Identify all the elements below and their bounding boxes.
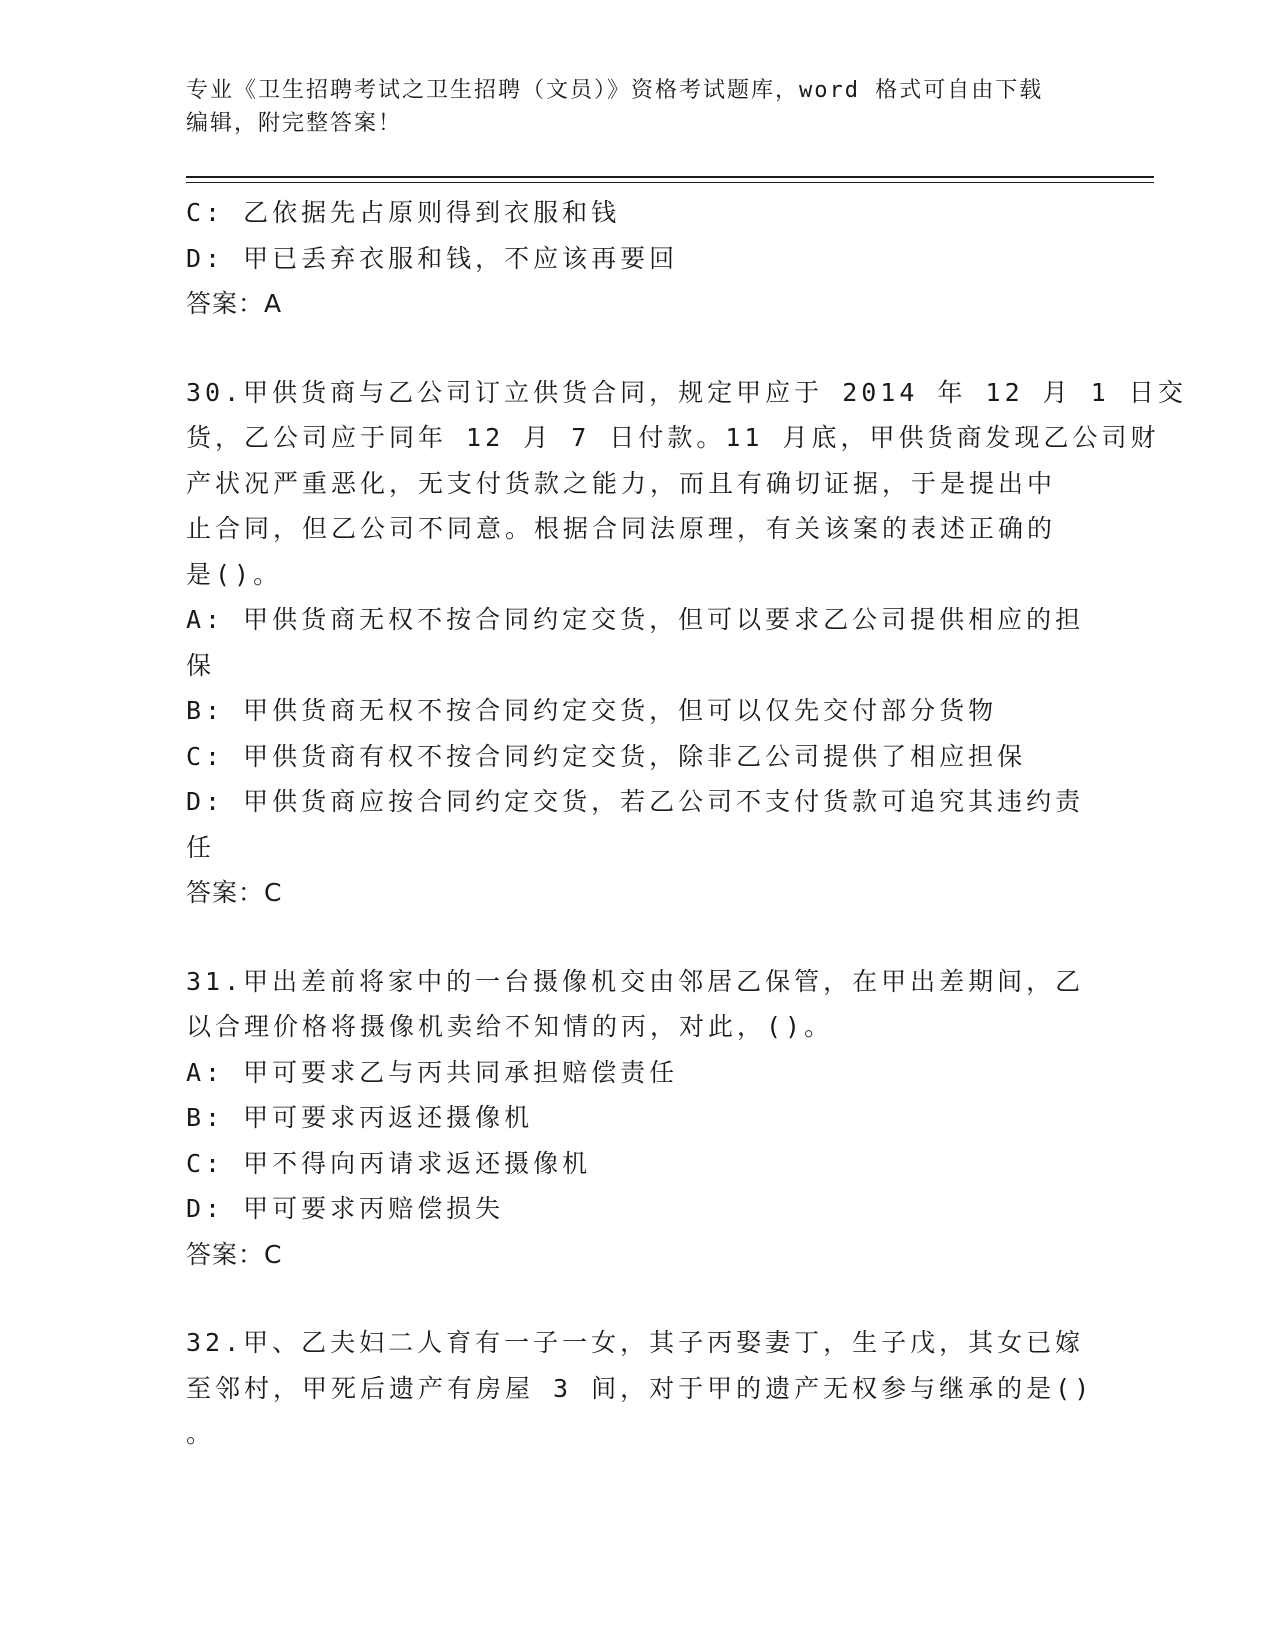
header-divider-thin xyxy=(186,182,1154,183)
question-stem-line: 产状况严重恶化，无支付货款之能力，而且有确切证据，于是提出中 xyxy=(186,468,1057,498)
question-stem-line: 是()。 xyxy=(186,559,283,589)
option-c: C: 甲不得向丙请求返还摄像机 xyxy=(186,1148,592,1178)
question-32-block xyxy=(186,1320,1094,1457)
question-stem-line: 止合同，但乙公司不同意。根据合同法原理，有关该案的表述正确的 xyxy=(186,514,1057,543)
question-stem-line: 。 xyxy=(186,1419,216,1448)
header-divider-thick xyxy=(186,176,1154,178)
option-d-continued: 任 xyxy=(186,832,216,862)
option-b: B: 甲供货商无权不按合同约定交货，但可以仅先交付部分货物 xyxy=(186,696,998,725)
option-c: C: 甲供货商有权不按合同约定交货，除非乙公司提供了相应担保 xyxy=(186,741,1027,771)
header-line-2: 编辑，附完整答案！ xyxy=(186,111,403,136)
document-header xyxy=(186,74,1066,140)
question-stem-line: 货，乙公司应于同年 12 月 7 日付款。11 月底，甲供货商发现乙公司财 xyxy=(186,423,1160,452)
question-31-block xyxy=(186,959,1086,1278)
question-stem-line: 30.甲供货商与乙公司订立供货合同，规定甲应于 2014 年 12 月 1 日交 xyxy=(186,377,1187,407)
question-stem-line: 以合理价格将摄像机卖给不知情的丙，对此，()。 xyxy=(186,1012,834,1041)
question-content xyxy=(186,190,1187,1457)
option-d: D: 甲可要求丙赔偿损失 xyxy=(186,1194,505,1223)
question-stem-line: 32.甲、乙夫妇二人育有一子一女，其子丙娶妻丁，生子戊，其女已嫁 xyxy=(186,1328,1085,1357)
answer-line: 答案：C xyxy=(186,878,283,907)
option-a: A: 甲供货商无权不按合同约定交货，但可以要求乙公司提供相应的担 xyxy=(186,605,1085,634)
option-d: D: 甲供货商应按合同约定交货，若乙公司不支付货款可追究其违约责 xyxy=(186,787,1085,816)
question-stem-line: 31.甲出差前将家中的一台摄像机交由邻居乙保管，在甲出差期间，乙 xyxy=(186,966,1085,996)
question-stem-line: 至邻村，甲死后遗产有房屋 3 间，对于甲的遗产无权参与继承的是() xyxy=(186,1373,1094,1403)
answer-line: 答案：C xyxy=(186,1239,283,1269)
answer-line: 答案：A xyxy=(186,289,283,318)
option-a: A: 甲可要求乙与丙共同承担赔偿责任 xyxy=(186,1057,679,1087)
option-b: B: 甲可要求丙返还摄像机 xyxy=(186,1103,534,1132)
option-d: D: 甲已丢弃衣服和钱，不应该再要回 xyxy=(186,243,679,273)
prev-question-block xyxy=(186,190,1086,327)
header-line-1: 专业《卫生招聘考试之卫生招聘（文员）》资格考试题库，word 格式可自由下载 xyxy=(186,78,1044,103)
option-c: C: 乙依据先占原则得到衣服和钱 xyxy=(186,198,621,227)
question-30-block xyxy=(186,370,1187,916)
option-a-continued: 保 xyxy=(186,650,216,680)
